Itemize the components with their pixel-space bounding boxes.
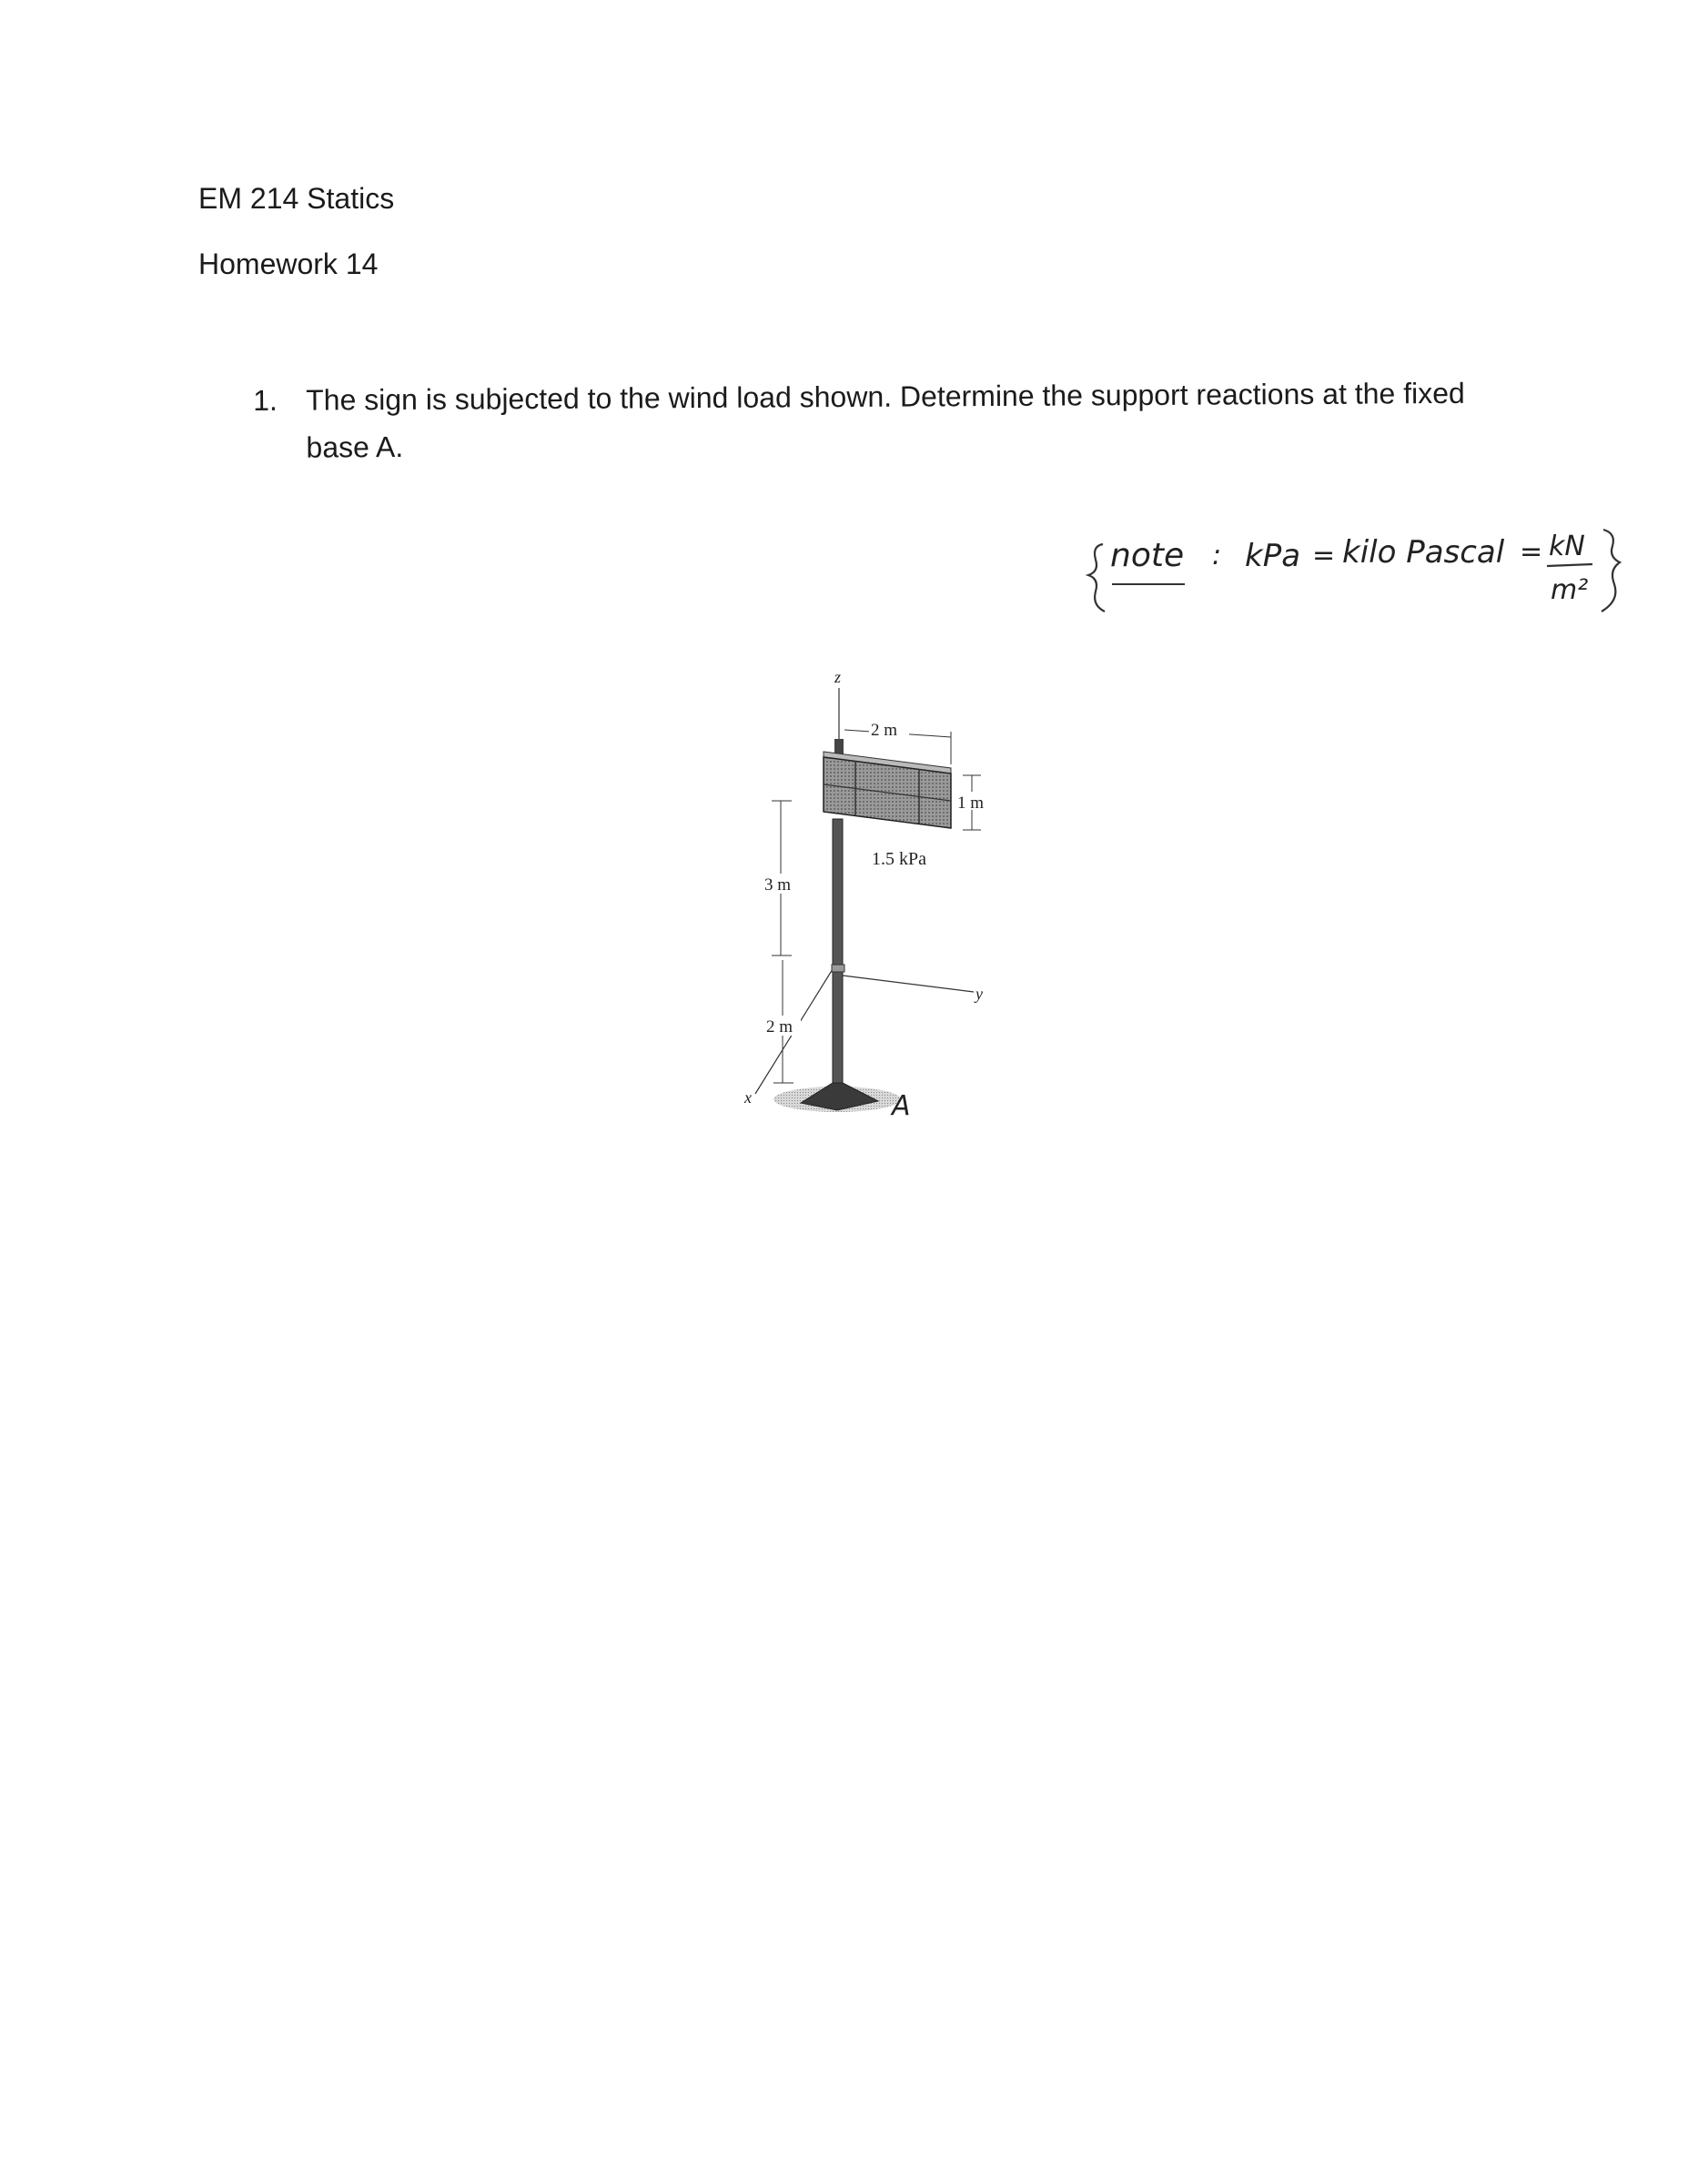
handwritten-note	[1083, 510, 1629, 637]
problem-text: The sign is subjected to the wind load shown. Determine the support reactions at the fixed base A.	[306, 376, 1465, 464]
pole	[833, 819, 843, 1097]
left-brace	[1088, 544, 1105, 612]
note-colon: :	[1212, 540, 1222, 571]
x-axis-label: x	[744, 1088, 752, 1107]
y-axis-line	[843, 976, 974, 992]
problem-statement	[253, 369, 1527, 464]
fraction-bar	[1547, 564, 1592, 566]
assignment-title: Homework 14	[198, 248, 379, 280]
pole-lower-dim-label: 2 m	[766, 1017, 793, 1036]
z-axis-label: z	[834, 668, 842, 686]
note-unit: kPa	[1245, 538, 1301, 574]
problem-number: 1.	[253, 383, 278, 417]
course-title: EM 214 Statics	[198, 182, 395, 215]
note-equals-2: =	[1520, 536, 1543, 568]
base-label: A	[892, 1090, 911, 1122]
pole-upper-dim-label: 3 m	[764, 875, 792, 895]
note-numerator: kN	[1549, 531, 1585, 562]
height-dim-label: 1 m	[957, 794, 985, 813]
pole-joint	[832, 965, 844, 972]
note-denominator: m²	[1551, 574, 1589, 606]
note-unit-name: kilo Pascal	[1342, 534, 1505, 571]
sign-figure	[710, 655, 1037, 1128]
note-equals-1: =	[1312, 540, 1336, 571]
pressure-label: 1.5 kPa	[872, 849, 926, 869]
right-brace	[1602, 530, 1620, 612]
y-axis-label: y	[975, 985, 983, 1003]
note-word: note	[1110, 537, 1185, 574]
width-dim-label: 2 m	[871, 721, 898, 740]
